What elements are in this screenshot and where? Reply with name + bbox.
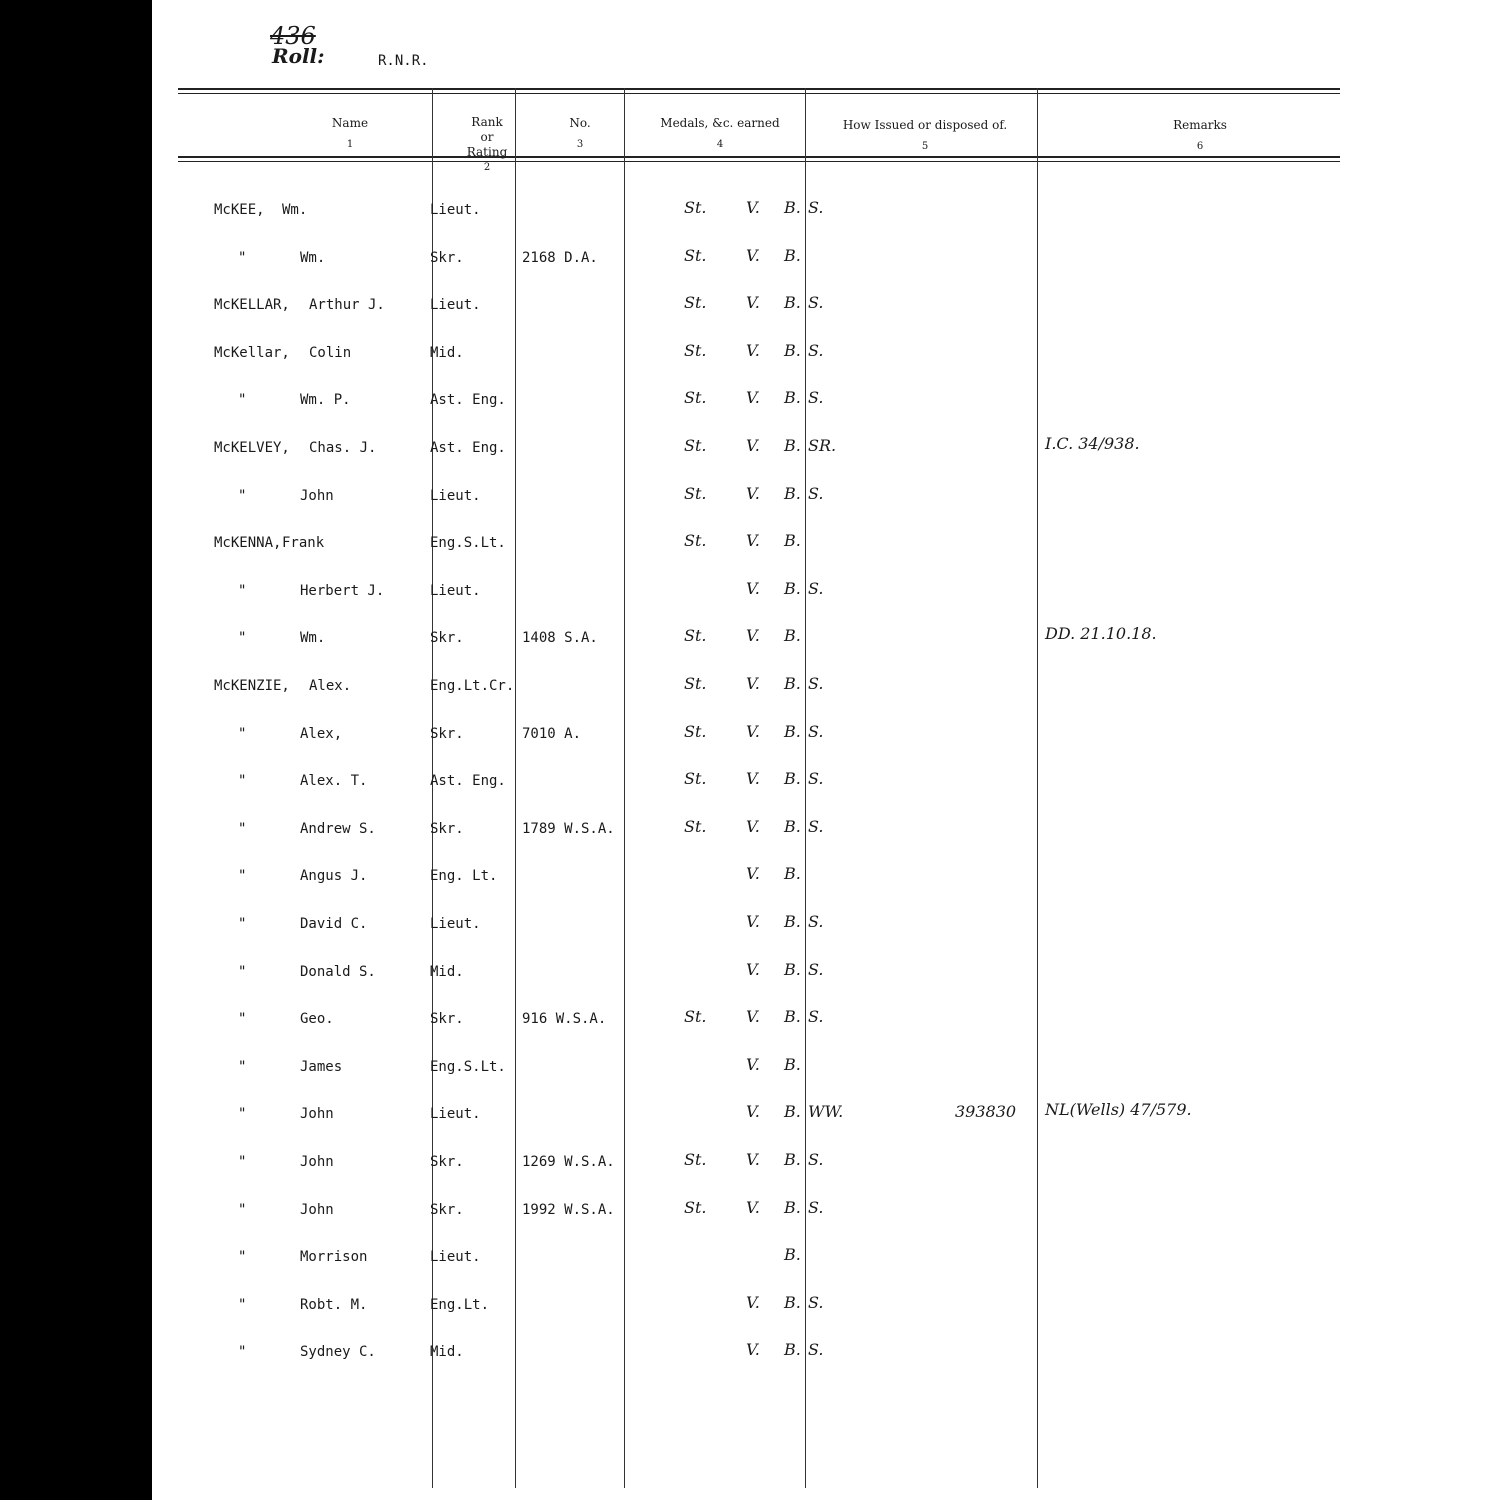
- medal-victory: V.: [746, 1198, 760, 1217]
- name-given: Alex,: [300, 726, 343, 742]
- service-number: 1992 W.S.A.: [522, 1202, 615, 1218]
- medal-star: St.: [684, 1150, 707, 1169]
- column-header-issued: [825, 118, 1025, 154]
- medal-star: St.: [684, 817, 707, 836]
- medal-star: St.: [684, 674, 707, 693]
- name-surname: McKELLAR,: [214, 297, 290, 313]
- column-header-name: [300, 116, 400, 152]
- name-given: John: [300, 488, 334, 504]
- name-given: Wm.: [300, 630, 326, 646]
- column-number: 2: [483, 162, 491, 173]
- medal-issue-mark: SR.: [808, 436, 837, 455]
- medal-british: B.: [784, 769, 801, 788]
- medal-star: St.: [684, 341, 707, 360]
- medal-victory: V.: [746, 436, 760, 455]
- issued-number: 393830: [955, 1102, 1017, 1121]
- medal-issue-mark: S.: [808, 1150, 824, 1169]
- medal-star: St.: [684, 484, 707, 503]
- medal-issue-mark: WW.: [808, 1102, 844, 1121]
- rank: Skr.: [430, 1011, 464, 1027]
- remarks: NL(Wells) 47/579.: [1045, 1100, 1192, 1119]
- roll-label: Roll:: [272, 44, 325, 68]
- medal-british: B.: [784, 1198, 801, 1217]
- medal-british: B.: [784, 1150, 801, 1169]
- medal-victory: V.: [746, 626, 760, 645]
- header-rule-top-thin: [178, 93, 1340, 94]
- rank: Lieut.: [430, 1249, 481, 1265]
- medal-star: St.: [684, 198, 707, 217]
- name-surname: McKENZIE,: [214, 678, 290, 694]
- medal-victory: V.: [746, 388, 760, 407]
- name-given: Alex. T.: [300, 773, 368, 789]
- rank: Lieut.: [430, 202, 481, 218]
- medal-british: B.: [784, 531, 801, 550]
- medal-british: B.: [784, 1340, 801, 1359]
- remarks: DD. 21.10.18.: [1045, 624, 1157, 643]
- medal-british: B.: [784, 246, 801, 265]
- name-given: Frank: [282, 535, 325, 551]
- column-title: Name: [331, 116, 369, 130]
- medal-victory: V.: [746, 1055, 760, 1074]
- scan-border: [0, 0, 152, 1500]
- medal-victory: V.: [746, 484, 760, 503]
- name-surname: ": [238, 1202, 247, 1218]
- name-given: Wm.: [300, 250, 326, 266]
- name-given: Chas. J.: [309, 440, 377, 456]
- rank: Skr.: [430, 630, 464, 646]
- medal-british: B.: [784, 436, 801, 455]
- medal-victory: V.: [746, 722, 760, 741]
- column-divider-2: [515, 88, 516, 1488]
- medal-victory: V.: [746, 579, 760, 598]
- medal-issue-mark: S.: [808, 960, 824, 979]
- medal-british: B.: [784, 341, 801, 360]
- medal-victory: V.: [746, 1007, 760, 1026]
- medal-british: B.: [784, 626, 801, 645]
- name-given: John: [300, 1154, 334, 1170]
- name-surname: ": [238, 1059, 247, 1075]
- medal-british: B.: [784, 1245, 801, 1264]
- name-surname: ": [238, 630, 247, 646]
- name-given: Sydney C.: [300, 1344, 376, 1360]
- rank: Lieut.: [430, 488, 481, 504]
- medal-issue-mark: S.: [808, 198, 824, 217]
- column-number: 1: [346, 139, 354, 150]
- column-number: 6: [1196, 141, 1204, 152]
- name-surname: McKellar,: [214, 345, 290, 361]
- name-surname: ": [238, 1297, 247, 1313]
- medal-issue-mark: S.: [808, 912, 824, 931]
- rank: Lieut.: [430, 916, 481, 932]
- medal-victory: V.: [746, 912, 760, 931]
- medal-british: B.: [784, 484, 801, 503]
- rank: Lieut.: [430, 297, 481, 313]
- rank: Eng.S.Lt.: [430, 535, 506, 551]
- medal-victory: V.: [746, 674, 760, 693]
- medal-issue-mark: S.: [808, 579, 824, 598]
- service-number: 2168 D.A.: [522, 250, 598, 266]
- medal-british: B.: [784, 579, 801, 598]
- name-surname: ": [238, 773, 247, 789]
- rank: Ast. Eng.: [430, 392, 506, 408]
- medal-star: St.: [684, 1198, 707, 1217]
- document-sheet: [152, 0, 1500, 1500]
- rank: Eng.S.Lt.: [430, 1059, 506, 1075]
- service-number: 7010 A.: [522, 726, 582, 742]
- name-given: Wm.: [282, 202, 308, 218]
- column-number: 5: [921, 141, 929, 152]
- rank: Eng.Lt.: [430, 1297, 490, 1313]
- rank: Lieut.: [430, 583, 481, 599]
- medal-victory: V.: [746, 769, 760, 788]
- medal-victory: V.: [746, 531, 760, 550]
- medal-star: St.: [684, 436, 707, 455]
- rank: Skr.: [430, 1202, 464, 1218]
- medal-issue-mark: S.: [808, 1198, 824, 1217]
- rank: Mid.: [430, 964, 464, 980]
- name-surname: ": [238, 392, 247, 408]
- name-surname: ": [238, 964, 247, 980]
- medal-british: B.: [784, 864, 801, 883]
- name-given: Herbert J.: [300, 583, 385, 599]
- column-title: Medals, &c. earned: [660, 116, 780, 130]
- medal-star: St.: [684, 769, 707, 788]
- name-given: Arthur J.: [309, 297, 385, 313]
- medal-british: B.: [784, 912, 801, 931]
- header-rule-bottom: [178, 156, 1340, 158]
- medal-issue-mark: S.: [808, 722, 824, 741]
- medal-british: B.: [784, 1102, 801, 1121]
- column-title: No.: [569, 116, 591, 130]
- medal-issue-mark: S.: [808, 674, 824, 693]
- medal-issue-mark: S.: [808, 1340, 824, 1359]
- medal-issue-mark: S.: [808, 293, 824, 312]
- rank: Ast. Eng.: [430, 773, 506, 789]
- column-header-rank: [442, 100, 532, 190]
- rank: Eng. Lt.: [430, 868, 498, 884]
- column-header-medals: [640, 116, 800, 152]
- medal-victory: V.: [746, 817, 760, 836]
- medal-issue-mark: S.: [808, 817, 824, 836]
- column-number: 3: [576, 139, 584, 150]
- medal-british: B.: [784, 1055, 801, 1074]
- medal-victory: V.: [746, 246, 760, 265]
- rank: Eng.Lt.Cr.: [430, 678, 515, 694]
- name-surname: ": [238, 916, 247, 932]
- medal-victory: V.: [746, 1293, 760, 1312]
- rank: Mid.: [430, 345, 464, 361]
- name-given: David C.: [300, 916, 368, 932]
- name-given: Morrison: [300, 1249, 368, 1265]
- name-surname: ": [238, 1249, 247, 1265]
- name-given: Angus J.: [300, 868, 368, 884]
- medal-star: St.: [684, 531, 707, 550]
- name-surname: ": [238, 1154, 247, 1170]
- rank: Ast. Eng.: [430, 440, 506, 456]
- unit-label: R.N.R.: [378, 53, 429, 69]
- name-surname: ": [238, 868, 247, 884]
- name-given: Colin: [309, 345, 352, 361]
- medal-star: St.: [684, 293, 707, 312]
- column-header-remarks: [1150, 118, 1250, 154]
- name-surname: ": [238, 726, 247, 742]
- medal-star: St.: [684, 626, 707, 645]
- name-given: Geo.: [300, 1011, 334, 1027]
- medal-victory: V.: [746, 1102, 760, 1121]
- medal-british: B.: [784, 722, 801, 741]
- column-header-number: [530, 116, 630, 152]
- service-number: 916 W.S.A.: [522, 1011, 607, 1027]
- medal-british: B.: [784, 198, 801, 217]
- service-number: 1408 S.A.: [522, 630, 598, 646]
- name-surname: ": [238, 583, 247, 599]
- header-rule-top: [178, 88, 1340, 90]
- name-given: Robt. M.: [300, 1297, 368, 1313]
- name-surname: McKEE,: [214, 202, 265, 218]
- name-given: James: [300, 1059, 343, 1075]
- service-number: 1789 W.S.A.: [522, 821, 615, 837]
- medal-victory: V.: [746, 1340, 760, 1359]
- medal-british: B.: [784, 674, 801, 693]
- medal-british: B.: [784, 388, 801, 407]
- medal-british: B.: [784, 1007, 801, 1026]
- column-number: 4: [716, 139, 724, 150]
- name-given: Andrew S.: [300, 821, 376, 837]
- rank: Lieut.: [430, 1106, 481, 1122]
- medal-victory: V.: [746, 864, 760, 883]
- remarks: I.C. 34/938.: [1045, 434, 1140, 453]
- medal-victory: V.: [746, 960, 760, 979]
- medal-victory: V.: [746, 198, 760, 217]
- rank: Skr.: [430, 250, 464, 266]
- medal-star: St.: [684, 246, 707, 265]
- name-given: Wm. P.: [300, 392, 351, 408]
- name-surname: ": [238, 1106, 247, 1122]
- name-surname: McKENNA,: [214, 535, 282, 551]
- column-title: Remarks: [1173, 118, 1227, 132]
- column-divider-3: [624, 88, 625, 1488]
- rank: Skr.: [430, 821, 464, 837]
- name-given: John: [300, 1106, 334, 1122]
- header-rule-bottom-thin: [178, 161, 1340, 162]
- column-divider-5: [1037, 88, 1038, 1488]
- medal-issue-mark: S.: [808, 484, 824, 503]
- column-title: Rank or Rating: [466, 115, 508, 159]
- column-title: How Issued or disposed of.: [842, 118, 1008, 132]
- rank: Skr.: [430, 1154, 464, 1170]
- medal-issue-mark: S.: [808, 388, 824, 407]
- medal-victory: V.: [746, 341, 760, 360]
- medal-issue-mark: S.: [808, 1007, 824, 1026]
- name-surname: ": [238, 488, 247, 504]
- service-number: 1269 W.S.A.: [522, 1154, 615, 1170]
- name-given: John: [300, 1202, 334, 1218]
- name-surname: ": [238, 1344, 247, 1360]
- name-surname: ": [238, 821, 247, 837]
- medal-victory: V.: [746, 293, 760, 312]
- medal-star: St.: [684, 1007, 707, 1026]
- medal-british: B.: [784, 1293, 801, 1312]
- column-divider-4: [805, 88, 806, 1488]
- rank: Mid.: [430, 1344, 464, 1360]
- medal-british: B.: [784, 817, 801, 836]
- medal-british: B.: [784, 293, 801, 312]
- name-surname: ": [238, 250, 247, 266]
- medal-victory: V.: [746, 1150, 760, 1169]
- name-surname: McKELVEY,: [214, 440, 290, 456]
- medal-star: St.: [684, 388, 707, 407]
- medal-issue-mark: S.: [808, 341, 824, 360]
- name-given: Donald S.: [300, 964, 376, 980]
- roll-number: 436: [270, 22, 316, 50]
- medal-british: B.: [784, 960, 801, 979]
- name-surname: ": [238, 1011, 247, 1027]
- medal-star: St.: [684, 722, 707, 741]
- name-given: Alex.: [309, 678, 352, 694]
- medal-issue-mark: S.: [808, 769, 824, 788]
- medal-issue-mark: S.: [808, 1293, 824, 1312]
- rank: Skr.: [430, 726, 464, 742]
